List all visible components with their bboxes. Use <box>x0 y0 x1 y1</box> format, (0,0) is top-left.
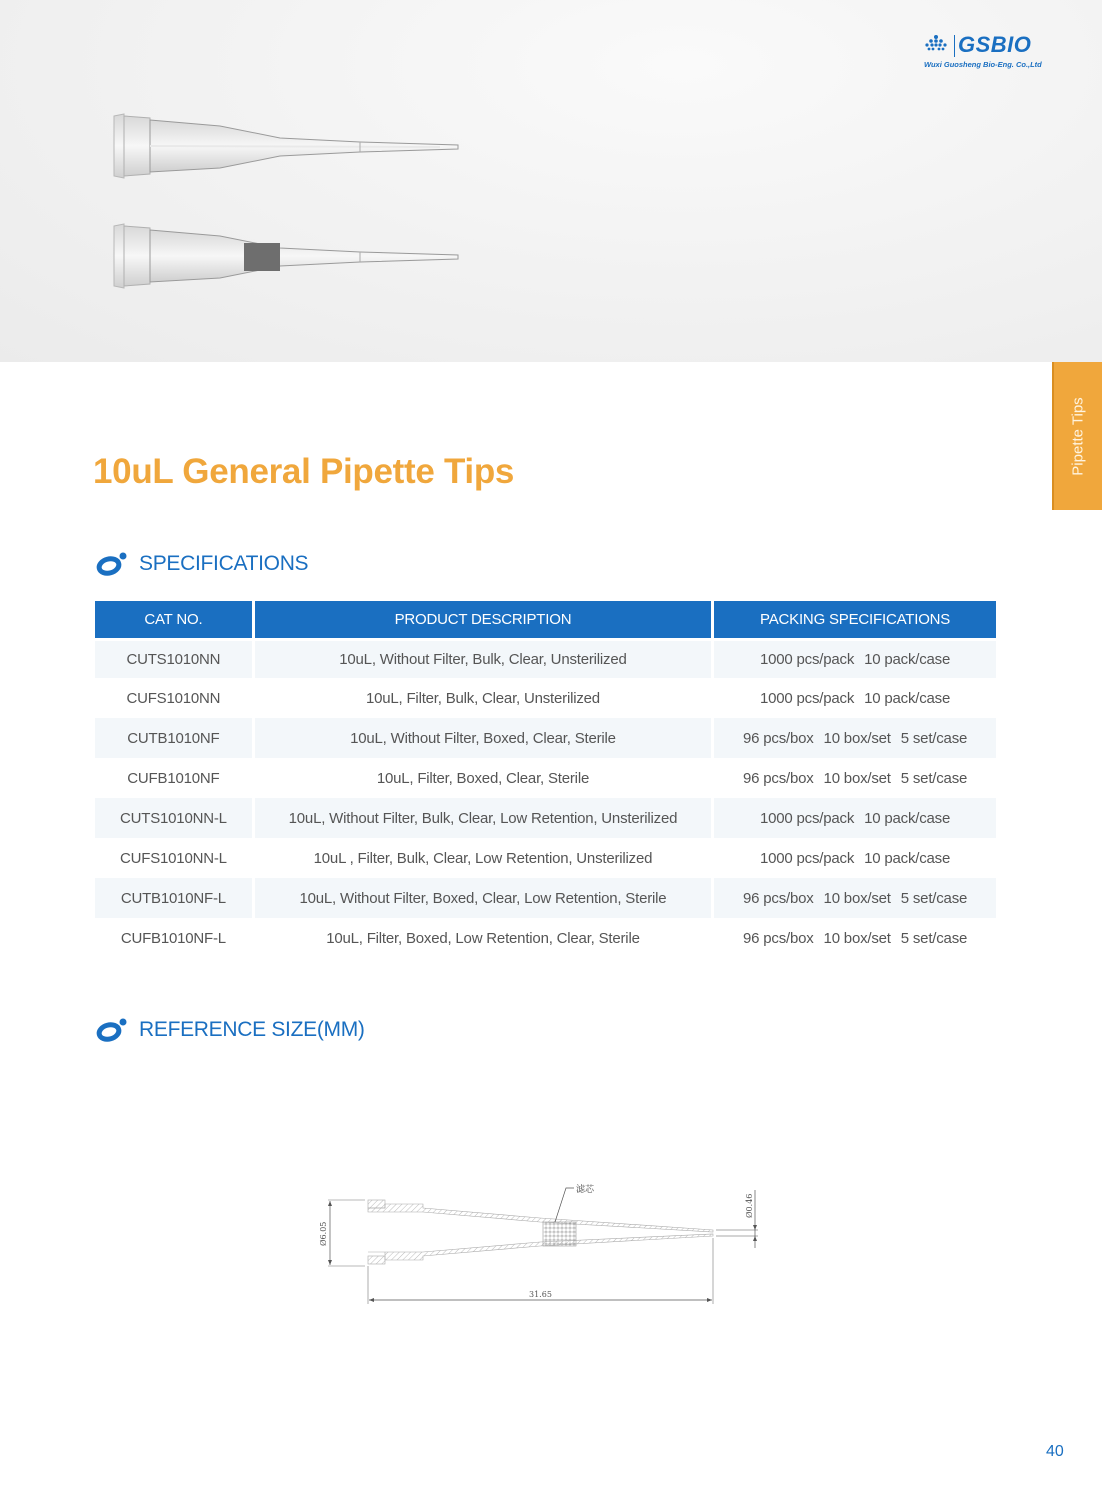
header-cat-no: CAT NO. <box>95 601 252 638</box>
description-cell: 10uL, Filter, Boxed, Low Retention, Clear, Sterile <box>326 929 640 947</box>
packing-cell <box>714 718 996 758</box>
packing-part: 1000 pcs/pack <box>760 809 855 827</box>
company-name: Wuxi Guosheng Bio-Eng. Co.,Ltd <box>924 60 1042 69</box>
packing-cell <box>714 878 996 918</box>
cat-no-cell: CUFS1010NN <box>126 689 221 707</box>
packing-part: 10 box/set <box>823 769 891 787</box>
packing-part: 10 box/set <box>823 889 891 907</box>
packing-part: 96 pcs/box <box>743 889 814 907</box>
packing-part: 10 box/set <box>823 929 891 947</box>
table-row <box>95 718 996 758</box>
table-row <box>95 798 996 838</box>
packing-cell <box>714 918 996 958</box>
gsbio-logo <box>922 32 1062 72</box>
diameter-top-label: Ø6.05 <box>319 1221 328 1246</box>
reference-size-heading <box>96 1017 365 1043</box>
page-title: 10uL General Pipette Tips <box>93 452 515 491</box>
packing-part: 10 pack/case <box>864 651 951 668</box>
table-row <box>95 878 996 918</box>
packing-cell <box>714 638 996 678</box>
ring-bullet-icon <box>96 551 128 577</box>
packing-part: 1000 pcs/pack <box>760 651 855 668</box>
specifications-label: SPECIFICATIONS <box>139 552 309 575</box>
logo-crown-icon <box>922 34 950 58</box>
svg-text:滤芯: 滤芯 <box>576 1185 595 1195</box>
packing-part: 1000 pcs/pack <box>760 689 855 707</box>
header-product-description: PRODUCT DESCRIPTION <box>255 601 711 638</box>
description-cell: 10uL, Without Filter, Bulk, Clear, Unsterilized <box>255 638 711 678</box>
cat-no-cell: CUTB1010NF <box>95 718 252 758</box>
packing-part: 10 pack/case <box>864 809 951 827</box>
description-cell: 10uL , Filter, Bulk, Clear, Low Retention, Unsterilized <box>313 849 653 867</box>
page-number: 40 <box>1046 1443 1064 1460</box>
logo-text: GSBIO <box>958 32 1032 57</box>
packing-part: 1000 pcs/pack <box>760 849 855 867</box>
diameter-tip-label: Ø0.46 <box>745 1193 754 1218</box>
cat-no-cell: CUFB1010NF <box>127 769 220 787</box>
cat-no-cell: CUTB1010NF-L <box>95 878 252 918</box>
description-cell: 10uL, Without Filter, Boxed, Clear, Sterile <box>255 718 711 758</box>
packing-cell <box>714 678 996 718</box>
pipette-tip-image <box>110 112 470 182</box>
table-row <box>95 838 996 878</box>
packing-part: 10 box/set <box>823 729 891 747</box>
table-row <box>95 638 996 678</box>
length-label: 31.65 <box>529 1290 552 1299</box>
packing-part: 10 pack/case <box>864 849 951 867</box>
cat-no-cell: CUTS1010NN <box>95 638 252 678</box>
packing-part: 5 set/case <box>900 889 968 907</box>
packing-part: 5 set/case <box>900 729 968 747</box>
cat-no-cell: CUFS1010NN-L <box>119 849 227 867</box>
ring-bullet-icon <box>96 1017 128 1043</box>
description-cell: 10uL, Without Filter, Boxed, Clear, Low Retention, Sterile <box>255 878 711 918</box>
table-header-row <box>95 601 996 638</box>
specifications-table <box>92 601 999 958</box>
side-tab-label: Pipette Tips <box>1069 396 1087 476</box>
packing-part: 10 pack/case <box>864 689 951 707</box>
cat-no-cell: CUTS1010NN-L <box>95 798 252 838</box>
side-tab-pipette-tips <box>1052 362 1102 510</box>
description-cell: 10uL, Without Filter, Bulk, Clear, Low Retention, Unsterilized <box>255 798 711 838</box>
logo-divider <box>954 35 955 57</box>
description-cell: 10uL, Filter, Bulk, Clear, Unsterilized <box>365 689 600 707</box>
packing-part: 96 pcs/box <box>743 769 814 787</box>
table-row <box>95 678 996 718</box>
cat-no-cell: CUFB1010NF-L <box>120 929 226 947</box>
hero-banner <box>0 0 1102 362</box>
description-cell: 10uL, Filter, Boxed, Clear, Sterile <box>376 769 590 787</box>
pipette-tip-filter-image <box>110 222 470 292</box>
packing-part: 96 pcs/box <box>743 929 814 947</box>
table-row <box>95 758 996 798</box>
packing-part: 5 set/case <box>900 769 968 787</box>
header-packing-specifications: PACKING SPECIFICATIONS <box>714 601 996 638</box>
packing-part: 96 pcs/box <box>743 729 814 747</box>
packing-cell <box>714 838 996 878</box>
packing-cell <box>714 758 996 798</box>
packing-cell <box>714 798 996 838</box>
reference-size-label: REFERENCE SIZE(MM) <box>139 1018 365 1041</box>
reference-size-drawing <box>300 1170 780 1310</box>
table-row <box>95 918 996 958</box>
specifications-heading <box>96 551 308 577</box>
packing-part: 5 set/case <box>900 929 968 947</box>
